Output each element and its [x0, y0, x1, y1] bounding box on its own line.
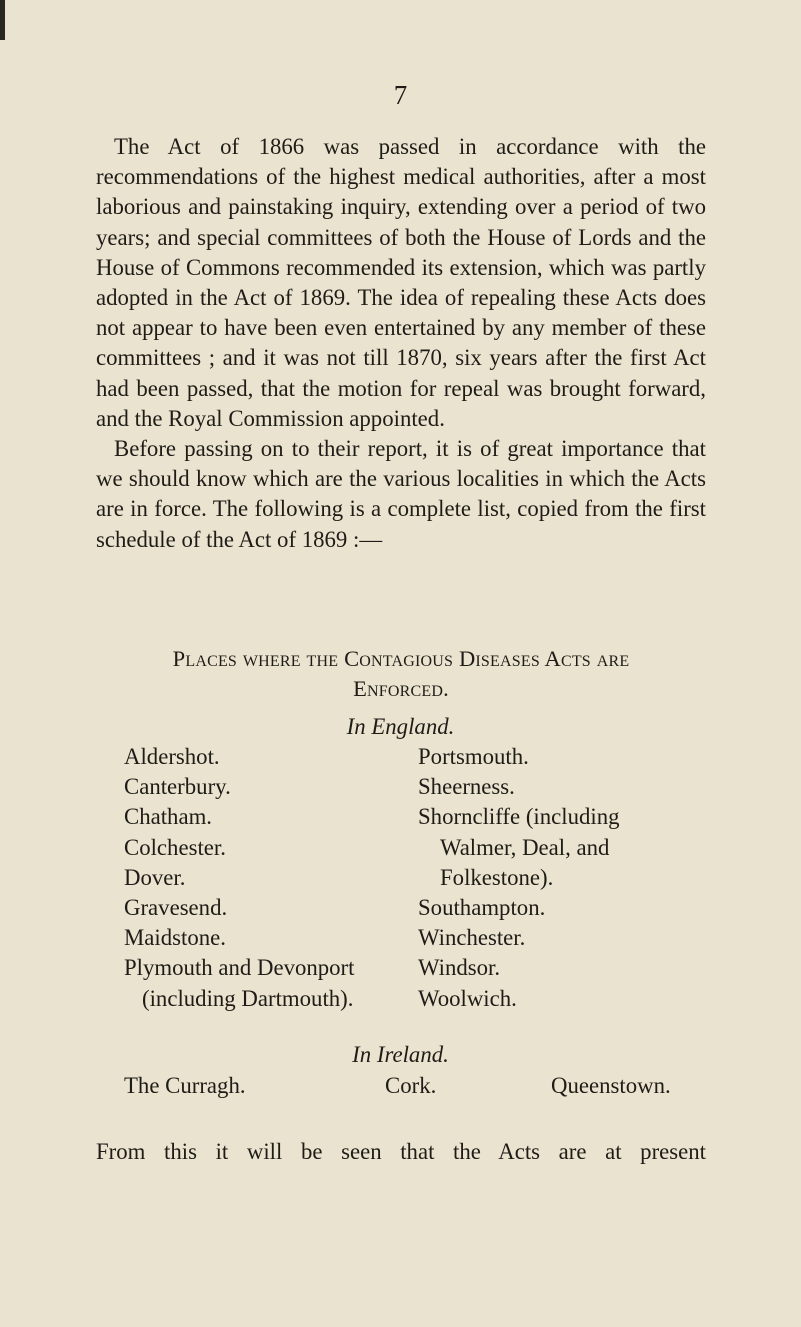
ireland-place-item: The Curragh. [124, 1073, 246, 1098]
page-number: 7 [393, 80, 408, 110]
england-left-column [124, 742, 355, 1014]
england-section-title: In England. [346, 714, 455, 739]
place-item: Aldershot. [124, 744, 220, 769]
list-heading [96, 644, 706, 704]
place-item: Southampton. [418, 895, 546, 921]
list-heading-line-2: Enforced. [353, 676, 449, 701]
ireland-section-title: In Ireland. [352, 1042, 449, 1067]
place-item: Gravesend. [124, 895, 228, 921]
place-item: Winchester. [418, 925, 526, 951]
paragraph-2: Before passing on to their report, it is of great importance that we should know which are the various localities in which the Acts are in force. The following is a complete list, copied from the first schedule of the Act of 1869 :— [96, 436, 706, 552]
place-item: Dover. [124, 864, 186, 890]
place-item: Woolwich. [418, 985, 517, 1011]
place-item: Windsor. [418, 955, 501, 981]
place-item: Colchester. [124, 834, 226, 860]
place-item: Chatham. [124, 804, 213, 830]
ireland-place-item: Cork. [385, 1073, 437, 1098]
place-item: Canterbury. [124, 774, 231, 800]
paragraph-1: The Act of 1866 was passed in accordance with the recommendations of the highest medical authorities, after a most laborious and painstaking inquiry, extending over a period of two years; and special committees of both the House of Lords and the House of Commons recommended its extension, which was partly adopted in the Act of 1869. The idea of repealing these Acts does not appear to have been even entertained by any member of these committees ; and it was not till 1870, six years after the first Act had been passed, that the motion for repeal was brought forward, and the Royal Commission appointed. [96, 134, 706, 431]
closing-line: From this it will be seen that the Acts are at present [96, 1139, 706, 1164]
place-item: Sheerness. [418, 774, 515, 800]
place-item: Shorncliffe (including [418, 804, 620, 830]
place-item: Plymouth and Devonport [124, 955, 355, 981]
place-item: Portsmouth. [418, 744, 529, 769]
list-heading-line-1: Places where the Contagious Diseases Acts are [172, 646, 630, 671]
place-item: Folkestone). [440, 864, 554, 890]
ireland-place-item: Queenstown. [551, 1073, 671, 1098]
place-item: Maidstone. [124, 925, 226, 951]
place-item: (including Dartmouth). [142, 985, 354, 1011]
england-right-column [418, 742, 620, 1014]
place-item: Walmer, Deal, and [440, 834, 610, 860]
page-edge-mark [0, 0, 5, 40]
